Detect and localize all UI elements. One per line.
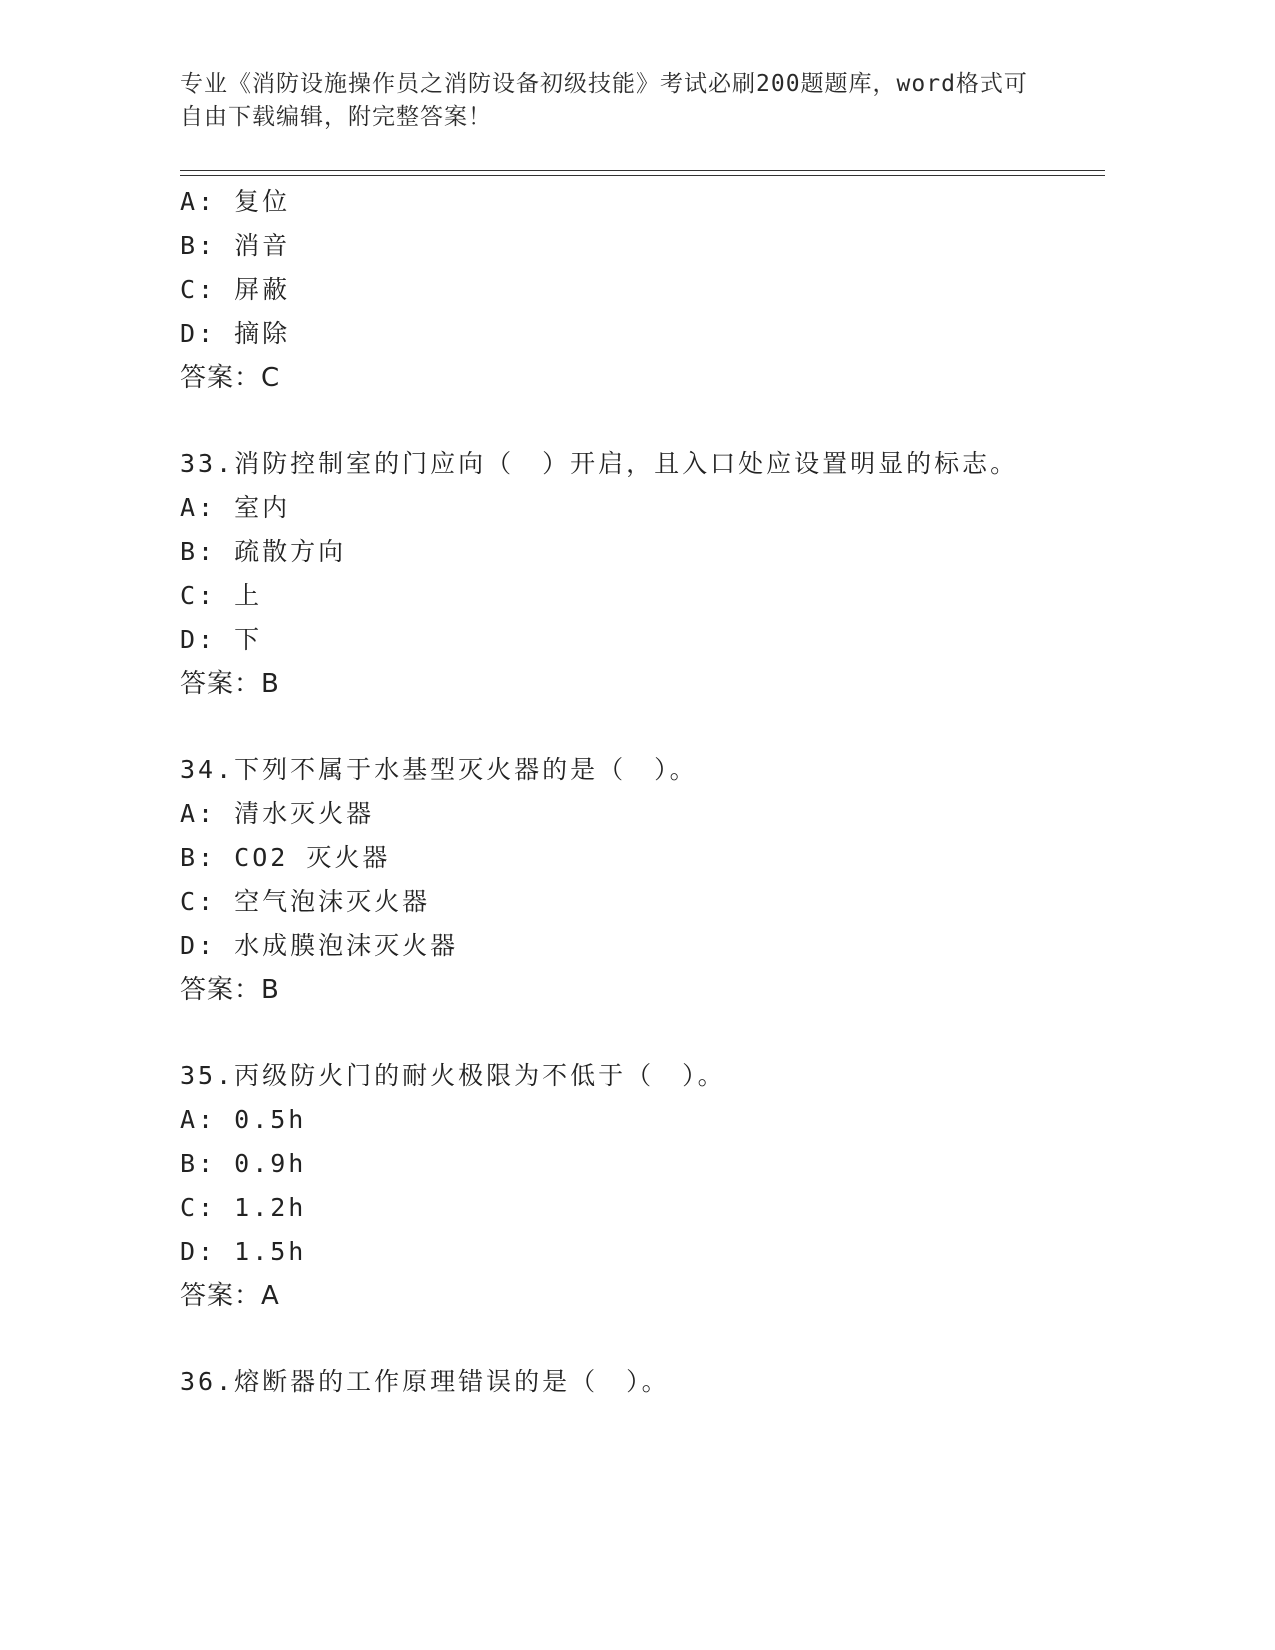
question-stem: 35.丙级防火门的耐火极限为不低于（ ）。 <box>180 1061 726 1090</box>
option-c: C: 屏蔽 <box>180 275 291 304</box>
option-c: C: 上 <box>180 581 263 610</box>
document-header <box>180 68 1040 134</box>
question-34 <box>180 748 1110 1012</box>
option-c: C: 空气泡沫灭火器 <box>180 887 431 916</box>
option-d: D: 下 <box>180 625 263 654</box>
answer: 答案：B <box>180 669 280 699</box>
question-35 <box>180 1054 1110 1318</box>
header-divider-bottom <box>180 175 1105 176</box>
spacer <box>180 1012 1110 1054</box>
option-d: D: 水成膜泡沫灭火器 <box>180 931 459 960</box>
answer: 答案：C <box>180 363 281 393</box>
header-line-1: 专业《消防设施操作员之消防设备初级技能》考试必刷200题题库，word格式可 <box>180 71 1028 97</box>
spacer <box>180 400 1110 442</box>
header-divider-top <box>180 170 1105 171</box>
option-a: A: 室内 <box>180 493 291 522</box>
option-d: D: 摘除 <box>180 319 291 348</box>
answer: 答案：A <box>180 1281 280 1311</box>
question-stem: 33.消防控制室的门应向（ ）开启，且入口处应设置明显的标志。 <box>180 449 1019 478</box>
option-b: B: 消音 <box>180 231 291 260</box>
answer: 答案：B <box>180 975 280 1005</box>
question-list <box>180 180 1110 1404</box>
option-b: B: 疏散方向 <box>180 537 347 566</box>
question-33 <box>180 442 1110 706</box>
question-stem: 34.下列不属于水基型灭火器的是（ ）。 <box>180 755 698 784</box>
option-b: B: CO2 灭火器 <box>180 843 391 872</box>
header-line-2: 自由下载编辑，附完整答案！ <box>180 104 492 130</box>
question-stem: 36.熔断器的工作原理错误的是（ ）。 <box>180 1367 670 1396</box>
option-a: A: 清水灭火器 <box>180 799 375 828</box>
option-c: C: 1.2h <box>180 1193 307 1222</box>
option-a: A: 复位 <box>180 187 291 216</box>
option-b: B: 0.9h <box>180 1149 307 1178</box>
spacer <box>180 1318 1110 1360</box>
question-32 <box>180 180 1110 400</box>
option-a: A: 0.5h <box>180 1105 307 1134</box>
option-d: D: 1.5h <box>180 1237 307 1266</box>
question-36 <box>180 1360 1110 1404</box>
spacer <box>180 706 1110 748</box>
